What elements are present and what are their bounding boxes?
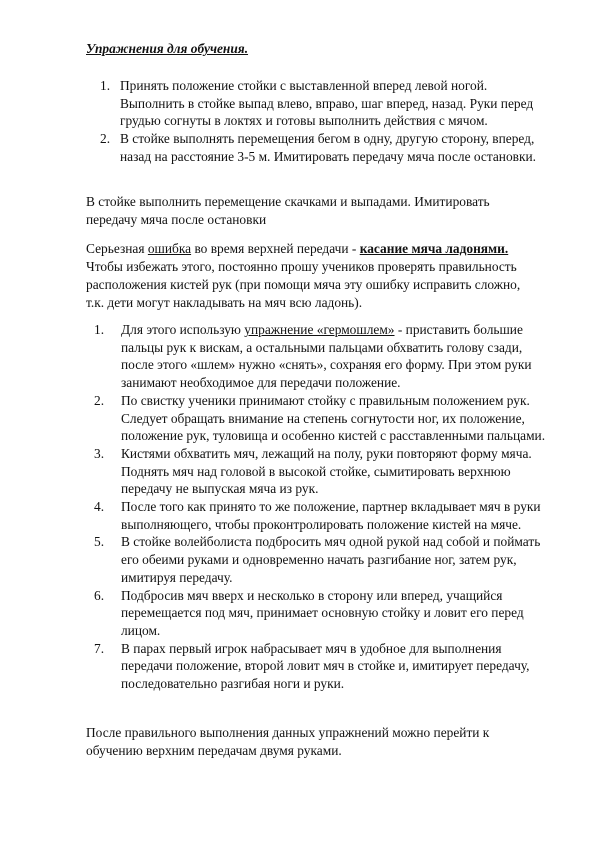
list-item [86, 392, 556, 445]
list-item [86, 587, 556, 640]
list-item-number: 5. [94, 534, 105, 550]
paragraph-text: В стойке выполнить перемещение скачками и выпадами. Имитировать передачу мяча после остановки [86, 194, 490, 227]
paragraph-error [86, 240, 531, 312]
list-item-number: 2. [100, 131, 111, 147]
list-item-text: - приставить большие пальцы рук к вискам, а остальными пальцами обхватить голову сзади, после этого «шлем» нужно «снять», сохраняя его форму. При этом руки занимают необходимое для передачи положение. [121, 322, 532, 391]
list-item-number: 2. [94, 392, 105, 408]
list-item-number: 1. [94, 322, 105, 337]
list-item [86, 640, 556, 693]
list-item-text: Для этого использую [121, 322, 245, 337]
list-item [86, 321, 556, 392]
paragraph-text: Серьезная [86, 241, 148, 256]
list-item-text: В парах первый игрок набрасывает мяч в удобное для выполнения передачи положение, второй ловит мяч в стойке и, имитирует передачу, последовательно разгибая ноги и руки. [121, 640, 530, 692]
list-item-text: В стойке волейболиста подбросить мяч одной рукой над собой и поймать его обеими руками и одновременно начать разгибание ног, затем рук, имитируя передачу. [121, 534, 541, 585]
list-item [100, 130, 540, 165]
error-word: ошибка [147, 241, 192, 256]
list-item [86, 445, 556, 498]
exercise-list-primary [100, 77, 540, 166]
list-item-text: По свистку ученики принимают стойку с правильным положением рук. Следует обращать внимание на степень согнутости ног, их положение, положение рук, туловища и особенно кистей с расставленными пальцами. [121, 392, 546, 444]
error-description: касание мяча ладонями. [359, 241, 509, 256]
list-item [86, 533, 556, 586]
list-item-number: 7. [94, 640, 105, 656]
paragraph-jumps [86, 193, 531, 229]
exercise-list-secondary [86, 321, 556, 693]
list-item [86, 498, 556, 533]
list-item-text: Подбросив мяч вверх и несколько в сторону или вперед, учащийся перемещается под мяч, принимает основную стойку и ловит его перед лицом. [121, 587, 524, 638]
document-heading: Упражнения для обучения. [86, 41, 249, 56]
list-item-number: 3. [94, 445, 105, 461]
list-item-number: 4. [94, 499, 105, 515]
list-item-text: Кистями обхватить мяч, лежащий на полу, руки повторяют форму мяча. Поднять мяч над головой в высокой стойке, сымитировать верхнюю передачу не выпуская мяча из рук. [121, 445, 532, 497]
list-item-number: 6. [94, 587, 105, 603]
list-item-text: В стойке выполнять перемещения бегом в одну, другую сторону, вперед, назад на расстояние 3-5 м. Имитировать передачу мяча после остановки. [120, 131, 536, 164]
paragraph-text: во время верхней передачи - [191, 241, 360, 256]
list-item-text: После того как принято то же положение, партнер вкладывает мяч в руки выполняющего, чтобы проконтролировать положение кистей на мяче. [121, 499, 541, 532]
list-item [100, 77, 540, 130]
paragraph-text: После правильного выполнения данных упражнений можно перейти к обучению верхним передачам двумя руками. [86, 725, 490, 758]
list-item-number: 1. [100, 78, 111, 93]
list-item-text: Принять положение стойки с выставленной вперед левой ногой. Выполнить в стойке выпад влево, вправо, шаг вперед, назад. Руки перед грудью согнуты в локтях и готовы выполнить действия с мячом. [120, 78, 534, 129]
exercise-name: упражнение «гермошлем» [244, 322, 395, 337]
paragraph-conclusion [86, 724, 531, 760]
paragraph-text: Чтобы избежать этого, постоянно прошу учеников проверять правильность расположения кистей рук (при помощи мяча эту ошибку исправить сложно, т.к. дети могут накладывать на мяч всю ладонь). [86, 259, 521, 310]
